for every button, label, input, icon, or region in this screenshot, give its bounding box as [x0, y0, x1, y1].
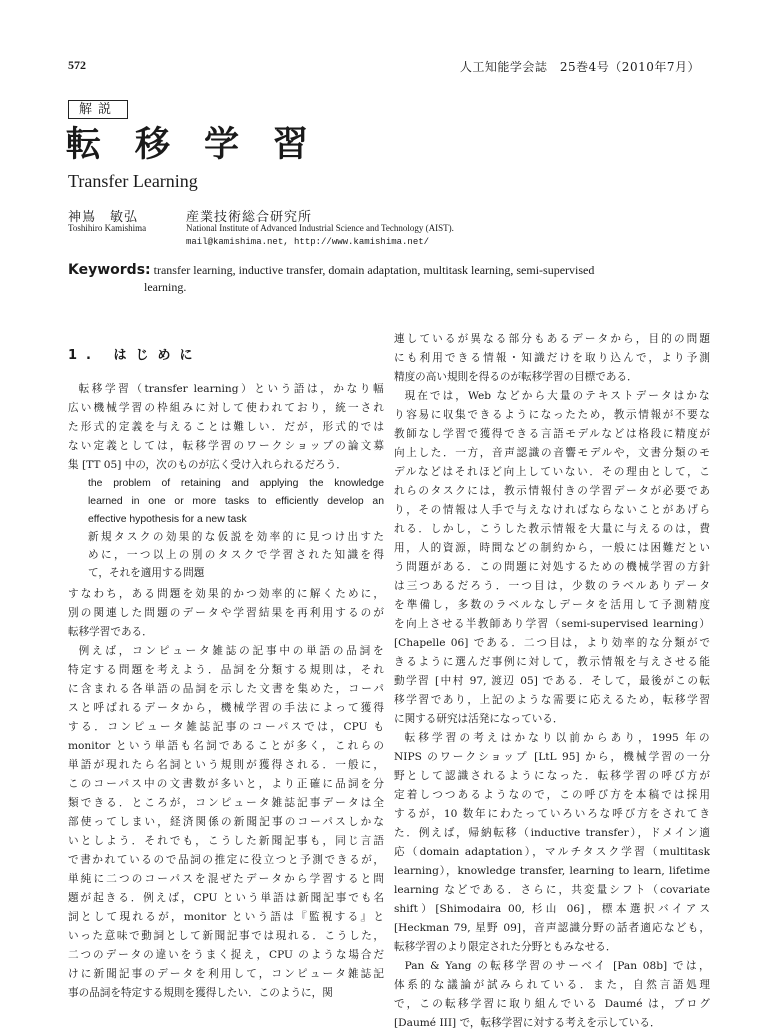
keywords [68, 262, 702, 296]
text-line: ない定義としては，転移学習のワークショップの論文募 [68, 440, 384, 452]
text-line: で書かれているので品詞の推定に役立つと予測できるが， [68, 854, 384, 866]
text-line: 現在では，Web などから大量のテキストデータはかな [404, 390, 710, 402]
text-line: 定着しつつあるようなので，この呼び方を本稿では採用 [394, 789, 710, 801]
text-line: は三つあるだろう．一つ目は，少数のラベルありデータ [394, 580, 710, 592]
keywords-label: Keywords: [68, 262, 151, 278]
text-line: 応（domain adaptation），マルチタスク学習（multitask [394, 846, 710, 858]
section-heading: 1. はじめに [68, 348, 202, 363]
text-line: 部使ってしまい，経済関係の新聞記事のコーパスしかな [68, 816, 384, 828]
article-title-en: Transfer Learning [68, 171, 198, 191]
text-line: 向上した．一方，音声認識の音響モデルや，文書分類のモ [394, 447, 710, 459]
text-line: すなわち，ある問題を効果的かつ効率的に解くために， [68, 588, 384, 600]
text-line: 転移学習のより限定された分野ともみなせる． [394, 941, 617, 953]
text-line: 事の品詞を特定する規則を獲得したい．このように，関 [68, 987, 333, 999]
text-line: 単語が現れたら名詞という規則が獲得される．一般に， [68, 759, 384, 771]
text-line: monitor という単語も名詞であることが多く，これらの [68, 740, 384, 752]
keywords-line [68, 262, 702, 279]
text-line: 体系的な議論が試みられている．また，自然言語処理 [394, 979, 710, 991]
article-title-ja: 転移学習 [66, 125, 343, 165]
text-line: にも利用できる情報・知識だけを取り込んで，より予測 [394, 352, 710, 364]
text-line: NIPS のワークショップ [LtL 95] から，機械学習の一分 [394, 751, 710, 763]
text-line: に関する研究は活発になっている． [394, 713, 564, 725]
text-line: で，この転移学習に取り組んでいる Daumé は，ブログ [394, 998, 710, 1010]
text-line: Pan & Yang の転移学習のサーベイ [Pan 08b] では， [404, 960, 710, 972]
journal-header: 人工知能学会誌 25巻4号（2010年7月） [459, 60, 700, 74]
text-line: [Chapelle 06] である．二つ目は，より効率的な分類がで [394, 637, 710, 649]
text-line: 二つのデータの違いをうまく捉え，CPU のような場合だ [68, 949, 384, 961]
text-line: 広い機械学習の枠組みに対して使われており，統一され [68, 402, 384, 414]
quote-line: て，それを適用する問題 [88, 567, 205, 579]
author-contact: mail@kamishima.net, http://www.kamishima.net/ [186, 237, 430, 247]
text-line: きるように選んだ事例に対して，教示情報を与えさせる能 [394, 656, 710, 668]
text-line: スと呼ばれるデータから，機械学習の手法によって獲得 [68, 702, 384, 714]
text-line: 別の関連した問題のデータや学習結果を再利用するのが [68, 607, 384, 619]
author-name-en: Toshihiro Kamishima [68, 223, 147, 233]
text-line: り，その情報は人手で与えなければならないことがあげら [394, 504, 710, 516]
text-line: 題が起きる．例えば，CPU という単語は新聞記事でも名 [68, 892, 384, 904]
page-number: 572 [68, 58, 86, 72]
text-line: れる．しかし，こうした教示情報を大量に与えるのは，費 [394, 523, 710, 535]
text-line: いった意味で動詞として新聞記事では現れる．こうした， [68, 930, 384, 942]
text-line: 移学習であり，上記のような需要に応えるため，転移学習 [394, 694, 710, 706]
text-line: 転移学習（transfer learning）という語は，かなり幅 [78, 383, 384, 395]
text-line: 転移学習の考えはかなり以前からあり，1995 年の [404, 732, 710, 744]
affiliation-en: National Institute of Advanced Industrial Science and Technology (AIST). [186, 223, 454, 233]
affiliation-ja: 産業技術総合研究所 [186, 210, 313, 225]
text-line: た．例えば，帰納転移（inductive transfer），ドメイン適 [394, 827, 710, 839]
text-line: 類できる．ところが，コンピュータ雑誌記事データは全 [68, 797, 384, 809]
text-line: れらのタスクには，教示情報付きの学習データが必要であ [394, 485, 710, 497]
author-name-ja: 神嶌 敏弘 [68, 210, 139, 225]
text-line: 動学習 [中村 97, 渡辺 05] である．そして，最後がこの転 [394, 675, 710, 687]
text-line: 集 [TT 05] 中の，次のものが広く受け入れられるだろう． [68, 459, 347, 471]
text-line: shift）[Shimodaira 00, 杉山 06]，標本選択バイアス [394, 903, 710, 915]
text-line: けに新聞記事のデータを利用して，コンピュータ雑誌記 [68, 968, 384, 980]
quote-line: the problem of retaining and applying the knowledge [88, 478, 384, 489]
text-line: [Heckman 79, 星野 09]，音声認識分野の話者適応なども， [394, 922, 710, 934]
text-line: 連しているが異なる部分もあるデータから，目的の問題 [394, 333, 710, 345]
text-line: 精度の高い規則を得るのが転移学習の目標である． [394, 371, 638, 383]
text-line: learning などである．さらに，共変量シフト（covariate [394, 884, 710, 896]
text-line: う問題がある．この問題に対処するための機械学習の方針 [394, 561, 710, 573]
text-line: [Daumé III] で，転移学習に対する考えを示している． [394, 1017, 661, 1029]
text-line: に含まれる各単語の品詞を示した文書を集めた，コーパ [68, 683, 384, 695]
text-line: 用，人的資源，時間などの制約から，一般には困難だとい [394, 542, 710, 554]
text-line: このコーパス中の文書数が多いと，より正確に品詞を分 [68, 778, 384, 790]
text-line: いとしよう．それでも，こうした新聞記事も，同じ言語 [68, 835, 384, 847]
text-line: を向上させる半教師あり学習（semi-supervised learning） [394, 618, 710, 630]
text-line: り容易に収集できるようになったため，教示情報が不要な [394, 409, 710, 421]
keywords-text: transfer learning, inductive transfer, domain adaptation, multitask learning, semi-supervised [153, 263, 595, 277]
text-line: デルなどはそれほど向上していない．その理由として，こ [394, 466, 710, 478]
text-line: する．コンピュータ雑誌記事のコーパスでは，CPU も [68, 721, 384, 733]
text-line: 野として認識されるようになった．転移学習の呼び方が [394, 770, 710, 782]
quote-line: 新規タスクの効果的な仮説を効率的に見つけ出すた [88, 531, 384, 543]
text-line: を準備し，多数のラベルなしデータを活用して予測精度 [394, 599, 710, 611]
text-line: 教師なし学習で獲得できる言語モデルなどは格段に精度が [394, 428, 710, 440]
text-line: た形式的定義を与えることは難しい．だが，形式的では [68, 421, 384, 433]
quote-line: めに，一つ以上の別のタスクで学習された知識を得 [88, 549, 384, 561]
text-line: 単純に二つのコーパスを混ぜたデータから学習すると問 [68, 873, 384, 885]
text-line: 例えば，コンピュータ雑誌の記事中の単語の品詞を [78, 645, 384, 657]
quote-line: learned in one or more tasks to efficiently develop an [88, 496, 384, 507]
category-badge: 解説 [68, 100, 128, 119]
keywords-continuation: learning. [144, 280, 187, 294]
text-line: 転移学習である． [68, 626, 153, 638]
text-line: learning），knowledge transfer, learning to learn, lifetime [394, 865, 710, 877]
text-line: 詞として現れるが，monitor という語は『監視する』と [68, 911, 384, 923]
text-line: 特定する問題を考えよう．品詞を分類する規則は，それ [68, 664, 384, 676]
quote-line: effective hypothesis for a new task [88, 514, 247, 525]
text-line: するが，10 数年にわたっていろいろな呼び方をされてき [394, 808, 710, 820]
